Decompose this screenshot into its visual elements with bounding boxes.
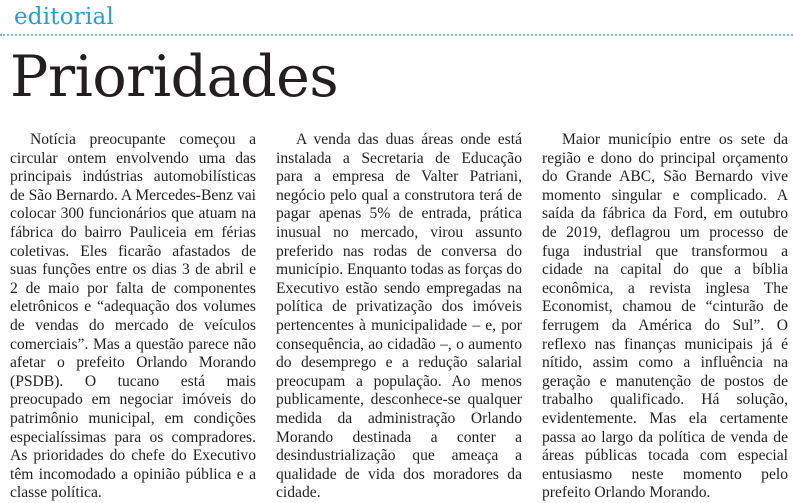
section-divider [0, 34, 793, 36]
article-body [10, 131, 788, 502]
article-column-2: A venda das duas áreas onde está instalada a Secretaria de Educação para a empresa de Valter Patriani, negócio pelo qual a construtora terá de pagar apenas 5% de entrada, prática inusual no mercado, virou assunto preferido nas rodas de conversa do município. Enquanto todas as forças do Executivo estão sendo empregadas na política de privatização dos imóveis pertencentes à municipalidade – e, por consequência, ao cidadão –, o aumento do desemprego e a redução salarial preocupam a população. Ao menos publicamente, desconhece-se qualquer medida da administração Orlando Morando destinada a conter a desindustrialização que ameaça a qualidade de vida dos moradores da cidade. [276, 131, 522, 502]
article-column-1: Notícia preocupante começou a circular ontem envolvendo uma das principais indústrias automobilísticas de São Bernardo. A Mercedes-Benz vai colocar 300 funcionários que atuam na fábrica do bairro Pauliceia em férias coletivas. Eles ficarão afastados de suas funções entre os dias 3 de abril e 2 de maio por falta de componentes eletrônicos e “adequação dos volumes de vendas do mercado de veículos comerciais”. Mas a questão parece não afetar o prefeito Orlando Morando (PSDB). O tucano está mais preocupado em negociar imóveis do patrimônio municipal, em condições especialíssimas para os compradores. As prioridades do chefe do Executivo têm incomodado a opinião pública e a classe política. [10, 131, 256, 502]
section-label: editorial [14, 4, 114, 30]
headline: Prioridades [10, 44, 339, 110]
article-column-3: Maior município entre os sete da região e dono do principal orçamento do Grande ABC, São Bernardo vive momento singular e complicado. A saída da fábrica da Ford, em outubro de 2019, deflagrou um processo de fuga industrial que transformou a cidade na capital do que a bíblia econômica, a revista inglesa The Economist, chamou de “cinturão de ferrugem da América do Sul”. O reflexo nas finanças municipais já é nítido, assim como a influência na geração e manutenção de postos de trabalho qualificado. Há solução, evidentemente. Mas ela certamente passa ao largo da política de venda de áreas públicas tocada com especial entusiasmo neste momento pelo prefeito Orlando Morando. [542, 131, 788, 502]
